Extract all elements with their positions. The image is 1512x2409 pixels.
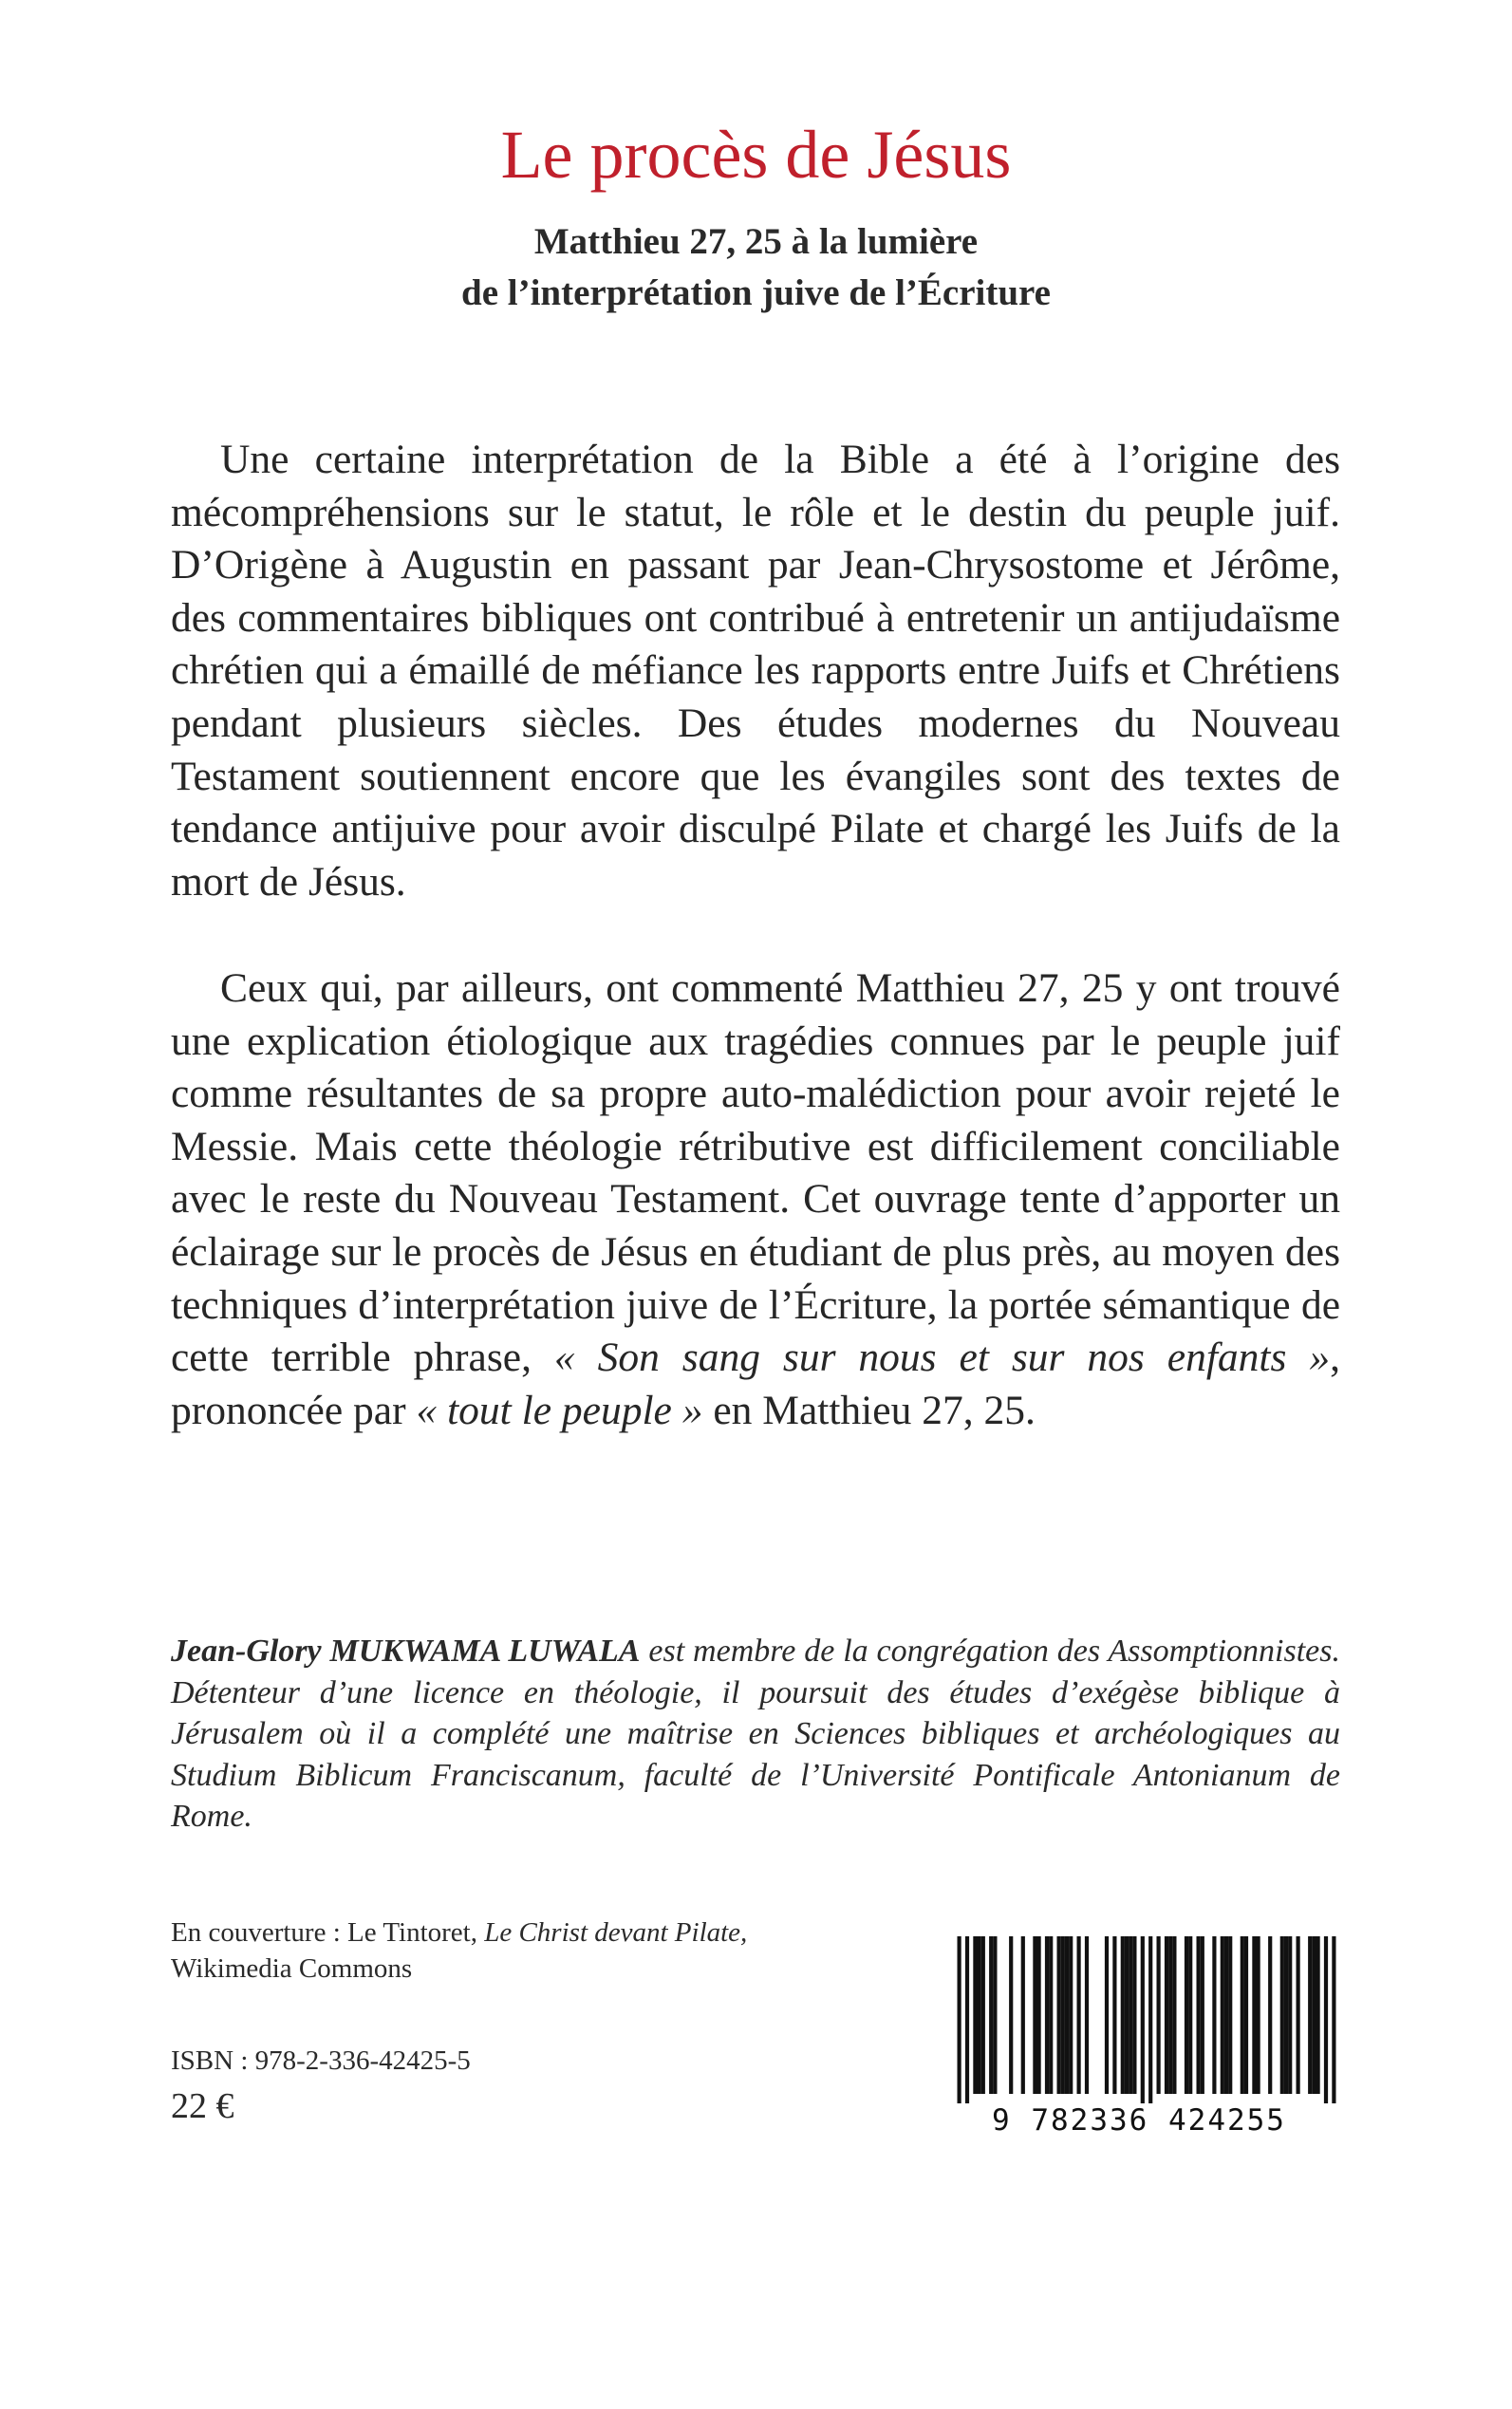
barcode-bar bbox=[1077, 1936, 1081, 2094]
barcode-bar bbox=[1132, 1936, 1136, 2094]
barcode-bar bbox=[1197, 1936, 1201, 2094]
barcode-bar bbox=[1212, 1936, 1216, 2094]
barcode-bar bbox=[1049, 1936, 1053, 2094]
barcode-bar bbox=[1168, 1936, 1172, 2094]
barcode-bar bbox=[1157, 1936, 1161, 2094]
quote-son-sang: « Son sang sur nous et sur nos enfants » bbox=[553, 1335, 1331, 1381]
barcode-bar bbox=[958, 1936, 961, 2103]
barcode-bar bbox=[989, 1936, 993, 2094]
barcode-bar bbox=[1125, 1936, 1129, 2094]
barcode-bar bbox=[1069, 1936, 1073, 2094]
barcode-bar bbox=[1061, 1936, 1065, 2094]
barcode-bar bbox=[1324, 1936, 1328, 2103]
barcode-bars bbox=[935, 1936, 1343, 2103]
barcode-bar bbox=[1105, 1936, 1109, 2094]
author-name: Jean-Glory MUKWAMA LUWALA bbox=[171, 1634, 641, 1669]
paragraph-2-text-b: , prononcée par bbox=[171, 1335, 1340, 1433]
barcode-bar bbox=[993, 1936, 997, 2094]
author-bio bbox=[171, 1631, 1340, 1838]
barcode-bar bbox=[1201, 1936, 1204, 2094]
credits-prefix: En couverture : Le Tintoret, bbox=[171, 1917, 485, 1948]
quote-tout-le-peuple: « tout le peuple » bbox=[416, 1387, 703, 1433]
paragraph-2-text-a: Ceux qui, par ailleurs, ont commenté Matthieu 27, 25 y ont trouvé une explication étiologique aux tragédies connues par le peuple juif comme résultantes de sa propre auto-malédiction pour avoir rejeté le Messie. Mais cette théologie rétributive est difficilement conciliable avec le reste du Nouveau Testament. Cet ouvrage tente d’apporter un éclairage sur le procès de Jésus en étudiant de plus près, au moyen des techniques d’interprétation juive de l’Écriture, la portée sémantique de cette terrible phrase, bbox=[171, 965, 1340, 1381]
barcode bbox=[935, 1936, 1343, 2145]
barcode-bar bbox=[1280, 1936, 1284, 2094]
barcode-bar bbox=[1244, 1936, 1248, 2094]
barcode-bar bbox=[1065, 1936, 1069, 2094]
summary-paragraph-1: Une certaine interprétation de la Bible a été à l’origine des mécompréhensions sur le statut, le rôle et le destin du peuple juif. D’Origène à Augustin en passant par Jean-Chrysostome et Jérôme, des commentaires bibliques ont contribué à entretenir un antijudaïsme chrétien qui a émaillé de méfiance les rapports entre Juifs et Chrétiens pendant plusieurs siècles. Des études modernes du Nouveau Testament soutiennent encore que les évangiles sont des textes de tendance antijuive pour avoir disculpé Pilate et chargé les Juifs de la mort de Jésus. bbox=[171, 437, 1340, 905]
barcode-bar bbox=[1257, 1936, 1260, 2094]
credits-source: Wikimedia Commons bbox=[171, 1953, 413, 1984]
barcode-bar bbox=[1284, 1936, 1288, 2094]
barcode-bar bbox=[1228, 1936, 1232, 2094]
book-title: Le procès de Jésus bbox=[500, 117, 1012, 193]
barcode-bar bbox=[1297, 1936, 1300, 2094]
barcode-bar bbox=[1224, 1936, 1228, 2094]
barcode-bar bbox=[1172, 1936, 1176, 2094]
barcode-bar bbox=[1188, 1936, 1192, 2094]
barcode-bar bbox=[1033, 1936, 1036, 2094]
barcode-bar bbox=[1312, 1936, 1316, 2094]
barcode-bar bbox=[1185, 1936, 1188, 2094]
subtitle-line-2: de l’interprétation juive de l’Écriture bbox=[461, 272, 1051, 313]
barcode-bar bbox=[1268, 1936, 1272, 2094]
barcode-bar bbox=[1112, 1936, 1116, 2094]
barcode-bar bbox=[1009, 1936, 1013, 2094]
book-subtitle bbox=[0, 216, 1512, 319]
isbn-number: ISBN : 978-2-336-42425-5 bbox=[171, 2045, 471, 2076]
barcode-bar bbox=[1241, 1936, 1244, 2094]
barcode-bar bbox=[981, 1936, 985, 2094]
barcode-bar bbox=[1037, 1936, 1041, 2094]
barcode-bar bbox=[978, 1936, 981, 2094]
barcode-bar bbox=[1141, 1936, 1145, 2103]
barcode-bar bbox=[973, 1936, 977, 2094]
barcode-bar bbox=[1308, 1936, 1312, 2094]
barcode-bar bbox=[965, 1936, 969, 2103]
barcode-bar bbox=[1148, 1936, 1152, 2103]
barcode-bar bbox=[1332, 1936, 1335, 2103]
summary-paragraph-2 bbox=[171, 962, 1340, 1437]
paragraph-2-text-c: en Matthieu 27, 25. bbox=[702, 1387, 1036, 1433]
barcode-bar bbox=[1129, 1936, 1132, 2094]
barcode-bar bbox=[1121, 1936, 1125, 2094]
barcode-bar bbox=[1045, 1936, 1049, 2094]
author-bio-text: est membre de la congrégation des Assomptionnistes. Détenteur d’une licence en théologie, il poursuit des études d’exégèse biblique à Jérusalem où il a complété une maîtrise en Sciences bibliques et archéologiques au Studium Biblicum Franciscanum, faculté de l’Université Pontificale Antonianum de Rome. bbox=[171, 1634, 1340, 1834]
barcode-bar bbox=[1316, 1936, 1320, 2094]
barcode-bar bbox=[1057, 1936, 1061, 2094]
barcode-digits: 9 782336 424255 bbox=[992, 2103, 1286, 2138]
barcode-bar bbox=[1221, 1936, 1224, 2094]
barcode-bar bbox=[1288, 1936, 1292, 2094]
barcode-bar bbox=[1165, 1936, 1168, 2094]
cover-credits bbox=[171, 1914, 854, 1987]
barcode-bar bbox=[1085, 1936, 1089, 2094]
barcode-bar bbox=[1252, 1936, 1256, 2094]
subtitle-line-1: Matthieu 27, 25 à la lumière bbox=[533, 221, 979, 262]
price: 22 € bbox=[171, 2086, 234, 2126]
credits-artwork: Le Christ devant Pilate, bbox=[484, 1917, 748, 1948]
barcode-bar bbox=[1021, 1936, 1025, 2094]
